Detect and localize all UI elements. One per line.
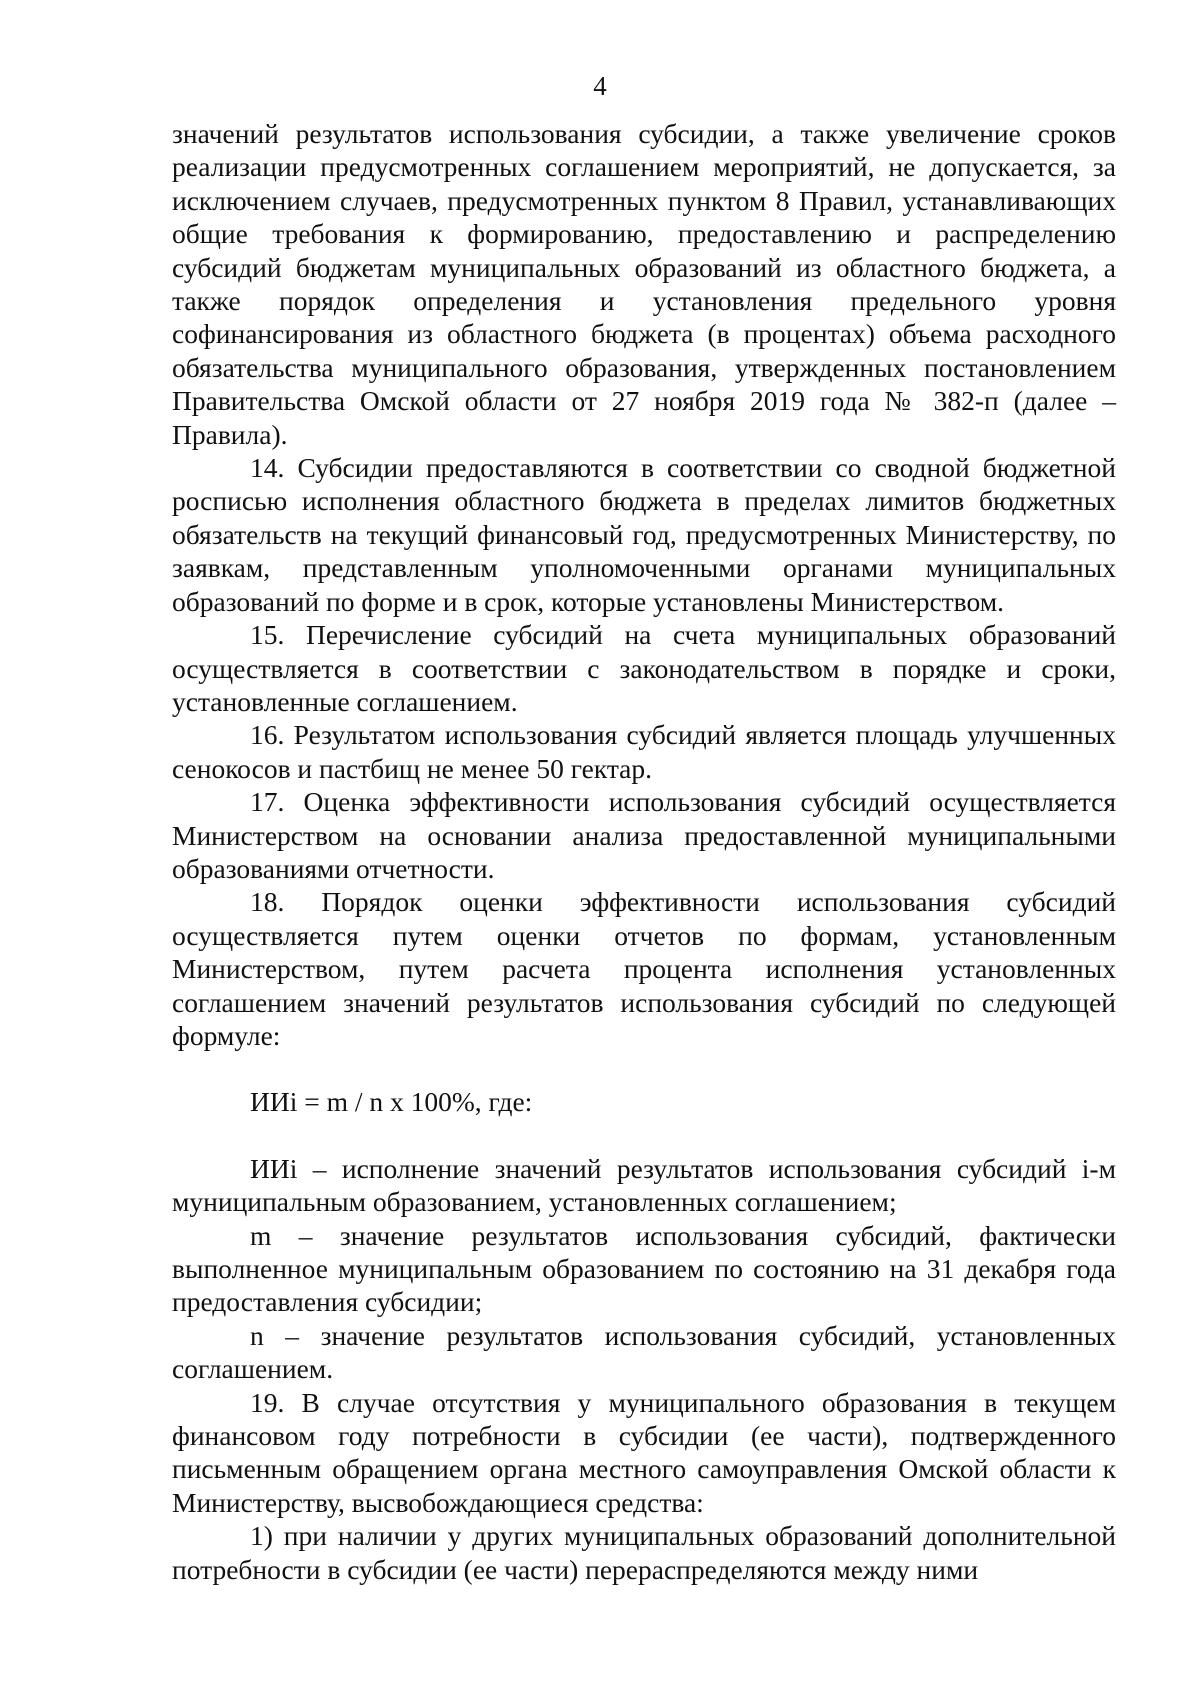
formula-definition-n: n – значение результатов использования субсидий, установленных соглашением. — [172, 1319, 1116, 1385]
document-body — [172, 117, 1116, 1586]
formula: ИИi = m / n x 100%, где: — [250, 1086, 533, 1118]
paragraph-19-item-1: 1) при наличии у других муниципальных образований дополнительной потребности в субсидии (ее части) перераспределяются между ними — [172, 1520, 1116, 1585]
paragraph-15: 15. Перечисление субсидий на счета муниципальных образований осуществляется в соответствии с законодательством в порядке и сроки, установленные соглашением. — [172, 619, 1116, 717]
page-number: 4 — [593, 71, 607, 101]
formula-definition-iii: ИИi – исполнение значений результатов использования субсидий i-м муниципальным образованием, установленных соглашением; — [172, 1152, 1116, 1218]
paragraph-continuation: значений результатов использования субсидии, а также увеличение сроков реализации предусмотренных соглашением мероприятий, не допускается, за исключением случаев, предусмотренных пунктом 8 Правил, устанавливающих общие требования к формированию, предоставлению и распределению субсидий бюджетам муниципальных образований из областного бюджета, а также порядок определения и установления предельного уровня софинансирования из областного бюджета (в процентах) объема расходного обязательства муниципального образования, утвержденных постановлением Правительства Омской области от 27 ноября 2019 года № 382-п (далее – Правила). — [172, 118, 1116, 450]
paragraph-14: 14. Субсидии предоставляются в соответствии со сводной бюджетной росписью исполнения областного бюджета в пределах лимитов бюджетных обязательств на текущий финансовый год, предусмотренных Министерству, по заявкам, представленным уполномоченными органами муниципальных образований по форме и в срок, которые установлены Министерством. — [172, 452, 1116, 617]
formula-definition-m: m – значение результатов использования субсидий, фактически выполненное муниципальным образованием по состоянию на 31 декабря года предоставления субсидии; — [172, 1219, 1116, 1318]
paragraph-18: 18. Порядок оценки эффективности использования субсидий осуществляется путем оценки отчетов по формам, установленным Министерством, путем расчета процента исполнения установленных соглашением значений результатов использования субсидий по следующей формуле: — [172, 886, 1116, 1051]
paragraph-16: 16. Результатом использования субсидий является площадь улучшенных сенокосов и пастбищ не менее 50 гектар. — [172, 719, 1116, 784]
paragraph-17: 17. Оценка эффективности использования субсидий осуществляется Министерством на основании анализа предоставленной муниципальными образованиями отчетности. — [172, 786, 1116, 884]
paragraph-19: 19. В случае отсутствия у муниципального образования в текущем финансовом году потребности в субсидии (ее части), подтвержденного письменным обращением органа местного самоуправления Омской области к Министерству, высвобождающиеся средства: — [172, 1386, 1116, 1518]
